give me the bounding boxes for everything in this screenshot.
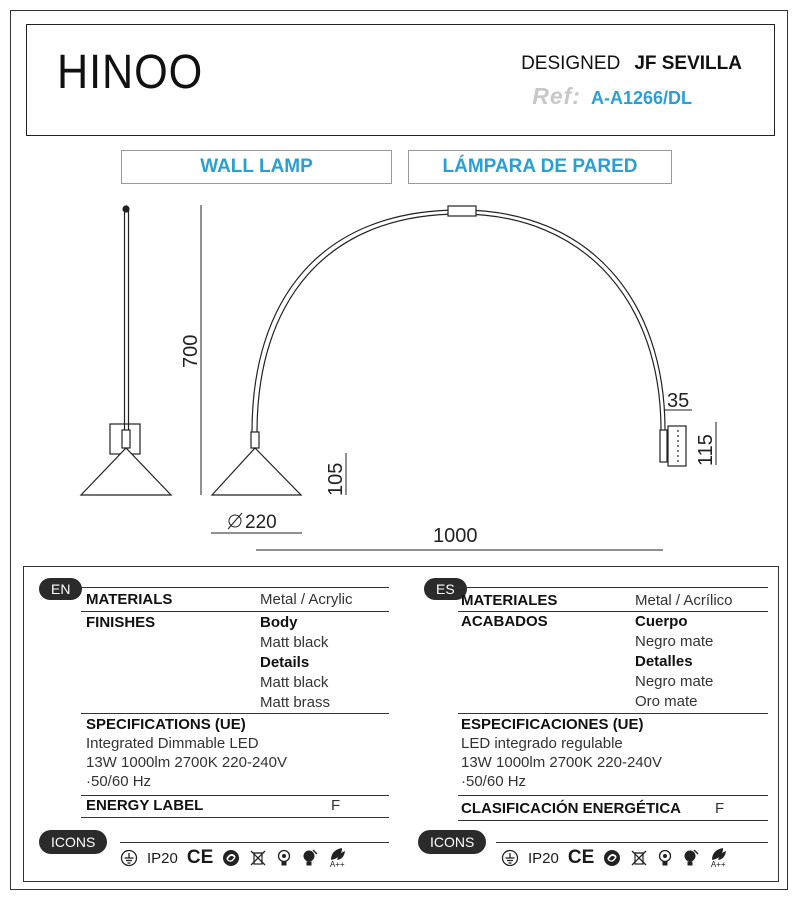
- divider: [81, 587, 389, 588]
- lang-pill-en: EN: [39, 578, 82, 600]
- specifications-label-es: ESPECIFICACIONES (UE): [461, 716, 644, 733]
- finishes-label-en: FINISHES: [86, 614, 156, 631]
- dimmable-bulb-icon: [682, 849, 700, 867]
- materials-value-es: Metal / Acrílico: [635, 592, 733, 609]
- class-ii-icon: [120, 849, 138, 867]
- body-value-es: Negro mate: [635, 633, 714, 650]
- energy-label-en: ENERGY LABEL: [86, 797, 204, 814]
- icons-row-es: [501, 847, 727, 869]
- body-label-es: Cuerpo: [635, 613, 688, 630]
- divider: [458, 713, 768, 714]
- icons-row-en: [120, 847, 346, 869]
- divider: [458, 795, 768, 796]
- weee-bin-icon: [630, 849, 648, 867]
- side-view: [81, 206, 171, 495]
- technical-drawing: [0, 190, 800, 560]
- bulb-icon: [276, 849, 292, 867]
- reference-row: [532, 83, 692, 110]
- front-view: [212, 206, 686, 495]
- divider: [81, 713, 389, 714]
- divider: [458, 820, 768, 821]
- base-depth-label: 35: [667, 390, 690, 412]
- height-dimension-label: 700: [180, 334, 202, 368]
- diameter-label: 220: [245, 512, 277, 533]
- title-es: LÁMPARA DE PARED: [408, 150, 672, 184]
- details-value-1-en: Matt black: [260, 674, 329, 691]
- divider: [496, 842, 768, 843]
- divider: [81, 817, 389, 818]
- spec-line-2-en: 13W 1000lm 2700K 220-240V: [86, 754, 287, 771]
- materials-label-en: MATERIALS: [86, 591, 173, 608]
- energy-leaf-icon: [709, 847, 727, 869]
- divider: [458, 611, 768, 612]
- energy-value-en: F: [331, 797, 341, 814]
- weee-bin-icon: [249, 849, 267, 867]
- designer-row: [521, 53, 742, 75]
- finishes-label-es: ACABADOS: [461, 613, 548, 630]
- energy-class-label-en: A++: [329, 860, 345, 869]
- energy-label-es: CLASIFICACIÓN ENERGÉTICA: [461, 800, 682, 817]
- materials-label-es: MATERIALES: [461, 592, 558, 609]
- bulb-icon: [657, 849, 673, 867]
- recycle-icon: [222, 849, 240, 867]
- materials-value-en: Metal / Acrylic: [260, 591, 353, 608]
- energy-value-es: F: [715, 800, 725, 817]
- width-label: 1000: [433, 525, 478, 547]
- icons-pill-en: ICONS: [39, 830, 107, 854]
- base-height-label: 115: [695, 434, 717, 466]
- designed-label: DESIGNED: [521, 53, 621, 74]
- ref-label: Ref:: [532, 83, 581, 109]
- spec-line-1-en: Integrated Dimmable LED: [86, 735, 259, 752]
- body-value-en: Matt black: [260, 634, 329, 651]
- divider: [81, 795, 389, 796]
- ref-code: A-A1266/DL: [590, 88, 692, 108]
- class-ii-icon: [501, 849, 519, 867]
- spec-line-2-es: 13W 1000lm 2700K 220-240V: [461, 754, 662, 771]
- designer-name: JF SEVILLA: [634, 53, 742, 74]
- spec-line-3-en: ·50/60 Hz: [86, 773, 152, 790]
- body-label-en: Body: [260, 614, 298, 631]
- divider: [120, 842, 389, 843]
- header: [26, 24, 775, 136]
- recycle-icon: [603, 849, 621, 867]
- details-value-2-es: Oro mate: [635, 693, 698, 710]
- specifications-panel: [23, 566, 779, 882]
- details-value-1-es: Negro mate: [635, 673, 714, 690]
- product-name: HINOO: [57, 46, 204, 99]
- ip-rating-es: IP20: [528, 849, 559, 867]
- spec-line-3-es: ·50/60 Hz: [461, 773, 527, 790]
- dimmable-bulb-icon: [301, 849, 319, 867]
- ce-mark-icon: CE: [186, 847, 214, 868]
- details-value-2-en: Matt brass: [260, 694, 331, 711]
- icons-pill-es: ICONS: [418, 830, 486, 854]
- energy-leaf-icon: [328, 847, 346, 869]
- details-label-es: Detalles: [635, 653, 693, 670]
- spec-line-1-es: LED integrado regulable: [461, 735, 623, 752]
- title-en: WALL LAMP: [121, 150, 392, 184]
- shade-height-label: 105: [325, 462, 347, 496]
- energy-class-label-es: A++: [710, 860, 726, 869]
- lang-pill-es: ES: [424, 578, 467, 600]
- divider: [81, 611, 389, 612]
- ce-mark-icon: CE: [567, 847, 595, 868]
- ip-rating-en: IP20: [147, 849, 178, 867]
- specifications-label-en: SPECIFICATIONS (UE): [86, 716, 246, 733]
- divider: [458, 587, 768, 588]
- details-label-en: Details: [260, 654, 310, 671]
